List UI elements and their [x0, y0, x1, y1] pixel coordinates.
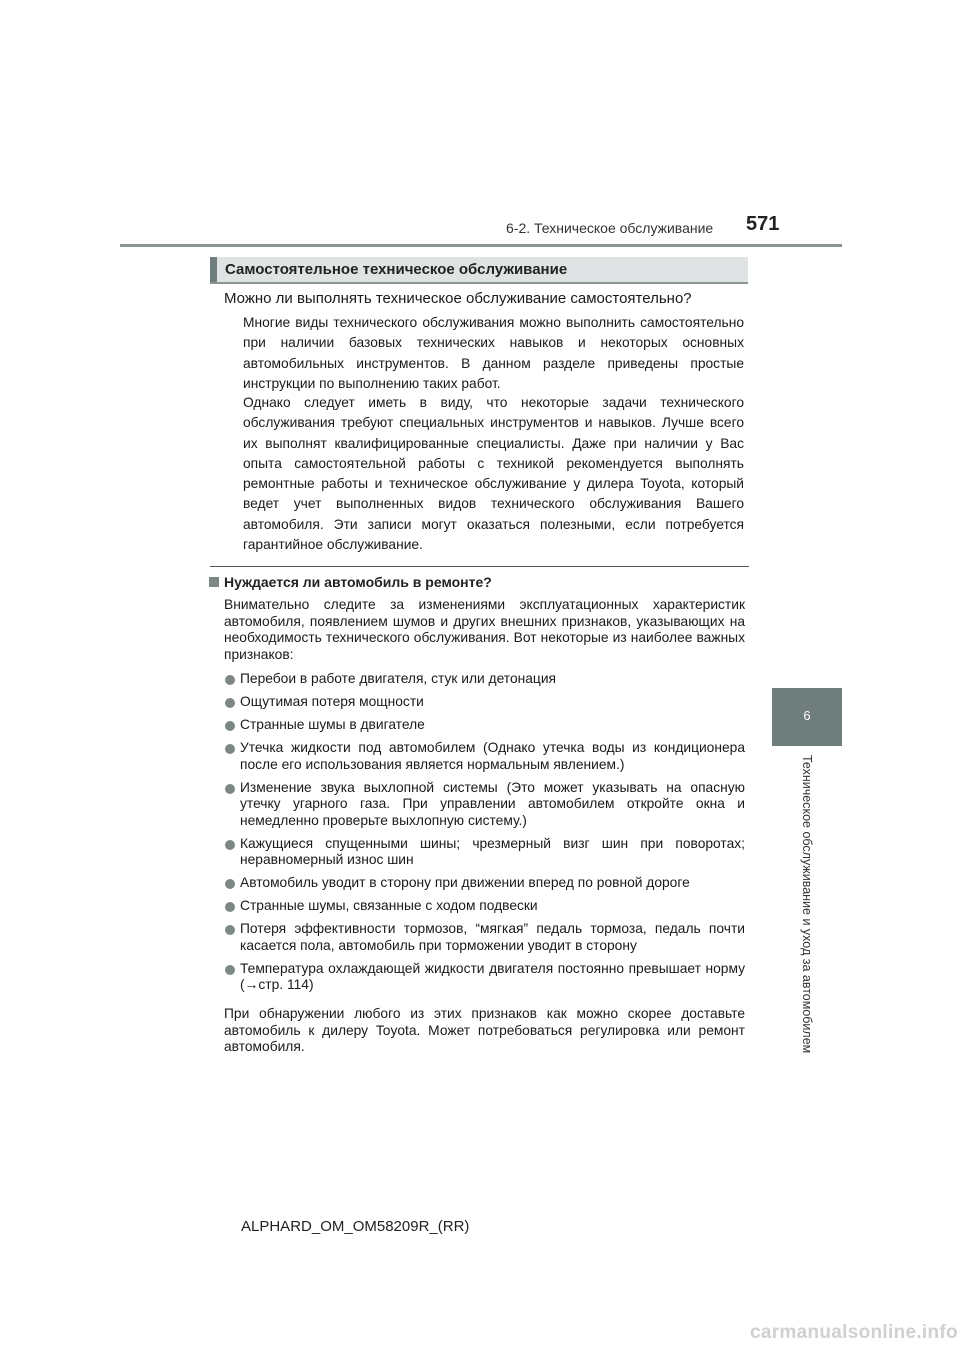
watermark: carmanualsonline.info [750, 1322, 958, 1343]
list-item-text: Странные шумы в двигателе [240, 717, 425, 732]
document-code: ALPHARD_OM_OM58209R_(RR) [241, 1218, 470, 1235]
list-item [224, 780, 745, 830]
list-item-text: Автомобиль уводит в сторону при движении вперед по ровной дороге [240, 875, 690, 890]
list-item [224, 694, 745, 711]
list-item-text: Кажущиеся спущенными шины; чрезмерный визг шин при поворотах; неравномерный износ шин [240, 835, 745, 867]
circle-bullet-icon [225, 698, 235, 708]
section-bar-accent [210, 257, 217, 282]
intro-paragraph: Однако следует иметь в виду, что некоторые задачи технического обслуживания требуют специальных инструментов и навыков. Лучше всего их выполнят квалифицированные специалисты. Даже при наличии у Вас опыта самостоятельной работы с техникой рекомендуется выполнять ремонтные работы и техническое обслуживание у дилера Toyota, который ведет учет выполненных видов технического обслуживания Вашего автомобиля. Эти записи могут оказаться полезными, если потребуется гарантийное обслуживание. [243, 395, 744, 553]
page-number: 571 [746, 213, 780, 235]
list-item-text: Температура охлаждающей жидкости двигателя постоянно превышает норму (→стр. 114) [240, 960, 745, 992]
header-section-title: 6-2. Техническое обслуживание [506, 220, 714, 236]
chapter-number: 6 [803, 708, 811, 723]
circle-bullet-icon [225, 902, 235, 912]
list-item-text: Перебои в работе двигателя, стук или детонация [240, 671, 557, 686]
list-item-text: Ощутимая потеря мощности [240, 694, 424, 709]
square-bullet-icon [209, 577, 219, 587]
circle-bullet-icon [225, 784, 235, 794]
repair-heading [209, 574, 492, 590]
section-question: Можно ли выполнять техническое обслуживание самостоятельно? [224, 290, 692, 307]
circle-bullet-icon [225, 675, 235, 685]
list-item [224, 836, 745, 869]
list-item [224, 961, 745, 994]
section-title: Самостоятельное техническое обслуживание [225, 261, 568, 278]
list-item [224, 875, 745, 892]
circle-bullet-icon [225, 744, 235, 754]
list-item-text: Изменение звука выхлопной системы (Это может указывать на опасную утечку угарного газа. При управлении автомобилем откройте окна и немедленно проверьте выхлопную систему.) [240, 779, 745, 828]
list-item-text: Потеря эффективности тормозов, “мягкая” педаль тормоза, педаль почти касается пола, автомобиль при торможении уводит в сторону [240, 921, 745, 953]
circle-bullet-icon [225, 840, 235, 850]
list-item-text: Странные шумы, связанные с ходом подвески [240, 898, 538, 913]
list-item [224, 740, 745, 773]
list-item-text: Утечка жидкости под автомобилем (Однако утечка воды из кондиционера после его использования является нормальным явлением.) [240, 740, 745, 772]
header-divider [120, 244, 842, 247]
repair-heading-text: Нуждается ли автомобиль в ремонте? [224, 574, 492, 590]
section-title-bar [210, 257, 748, 284]
section-divider [210, 566, 749, 567]
circle-bullet-icon [225, 721, 235, 731]
circle-bullet-icon [225, 925, 235, 935]
list-item [224, 921, 745, 954]
chapter-title-vertical: Техническое обслуживание и уход за автомобилем [800, 755, 814, 1054]
intro-paragraph: Многие виды технического обслуживания можно выполнить самостоятельно при наличии базовых технических навыков и некоторых основных автомобильных инструментов. В данном разделе приведены простые инструкции по выполнению таких работ. [243, 315, 744, 391]
list-item [224, 671, 745, 688]
list-item [224, 898, 745, 915]
circle-bullet-icon [225, 879, 235, 889]
symptom-list [224, 671, 745, 1000]
chapter-tab [772, 688, 842, 746]
circle-bullet-icon [225, 965, 235, 975]
repair-intro-paragraph: Внимательно следите за изменениями эксплуатационных характеристик автомобиля, появлением шумов и других внешних признаков, указывающих на необходимость технического обслуживания. Вот некоторые из наиболее важных признаков: [224, 597, 745, 662]
closing-paragraph: При обнаружении любого из этих признаков как можно скорее доставьте автомобиль к дилеру Toyota. Может потребоваться регулировка или ремонт автомобиля. [224, 1006, 745, 1054]
list-item [224, 717, 745, 734]
